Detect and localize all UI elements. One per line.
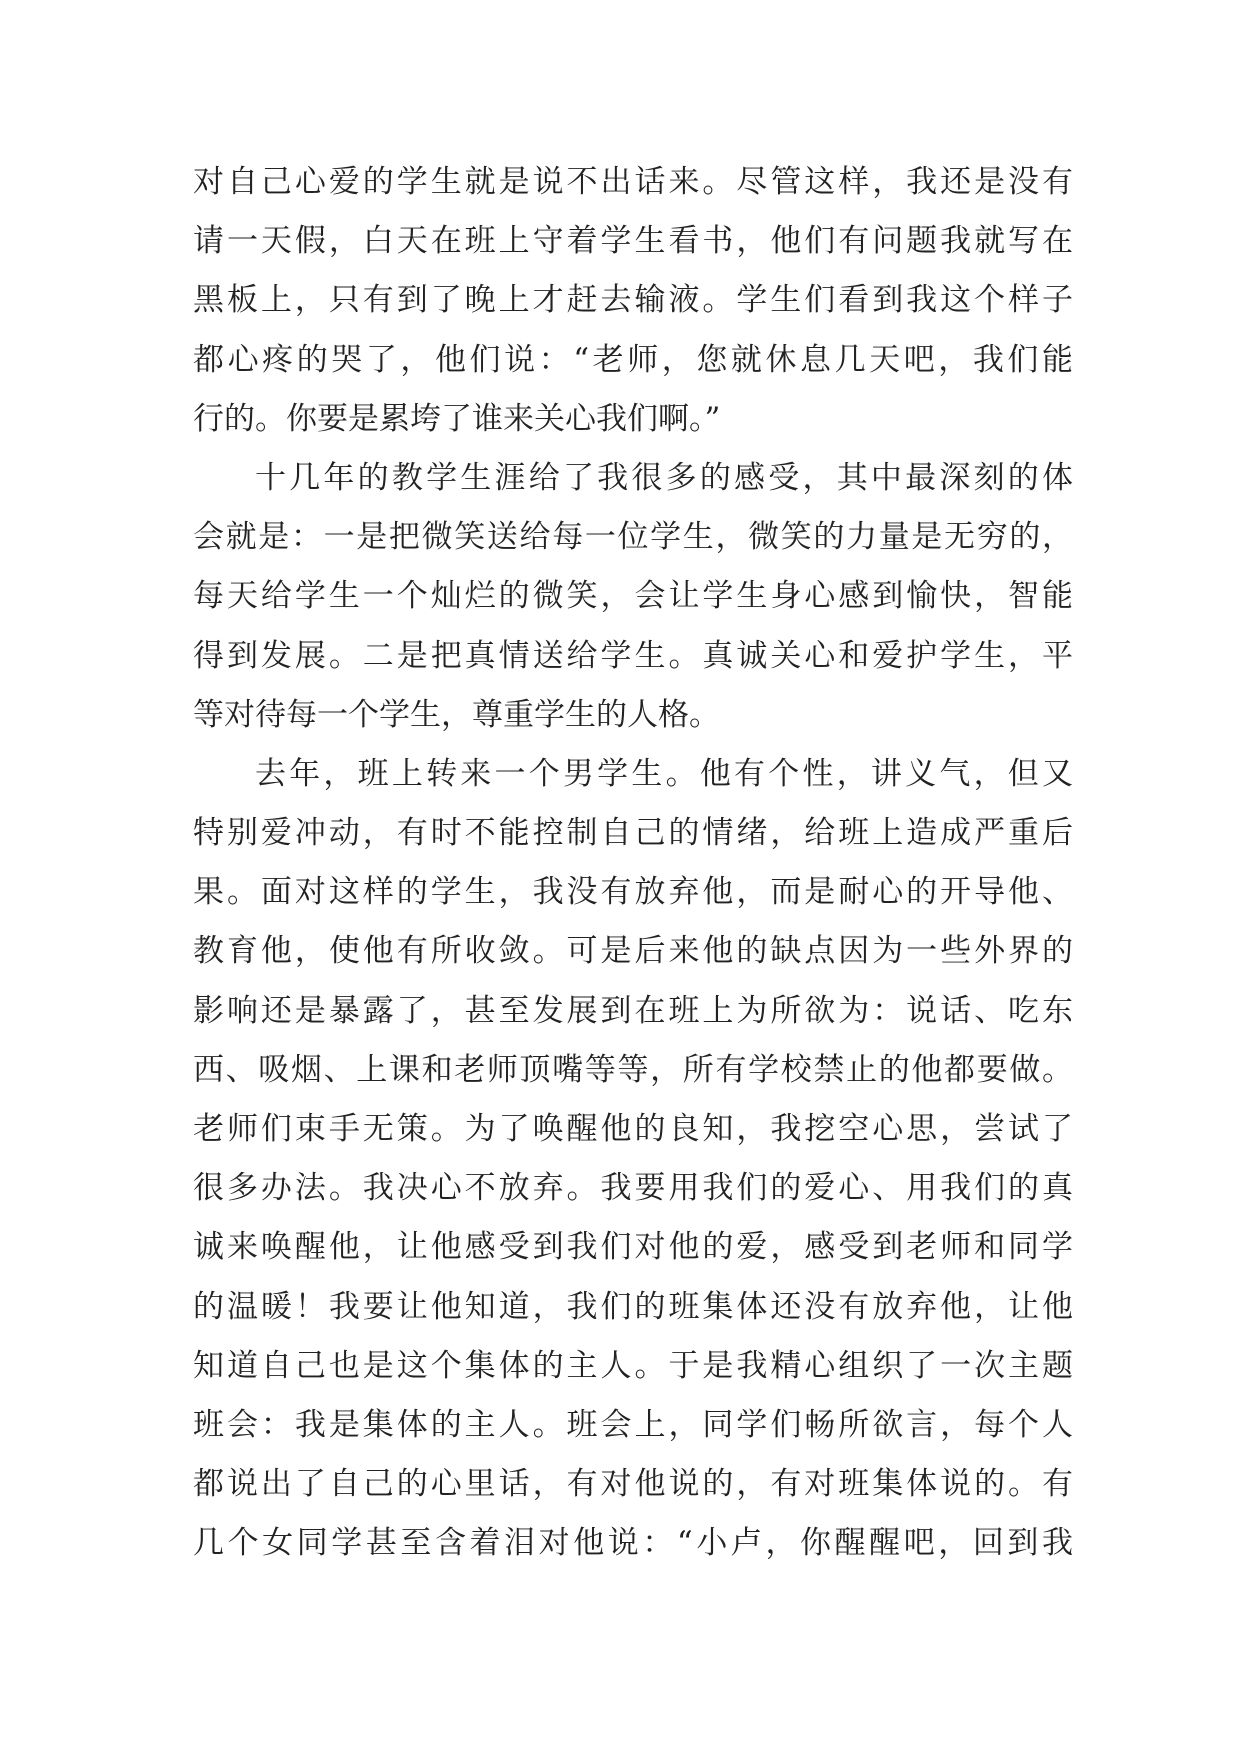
paragraph-first-line: 十几年的教学生涯给了我很多的感受，其中最深刻的体	[255, 459, 1073, 496]
body-text	[193, 153, 1073, 1574]
text-line: 几个女同学甚至含着泪对他说：“小卢，你醒醒吧，回到我	[193, 1525, 1073, 1562]
text-line: 西、吸烟、上课和老师顶嘴等等，所有学校禁止的他都要做。	[193, 1051, 1073, 1088]
text-line: 诚来唤醒他，让他感受到我们对他的爱，感受到老师和同学	[193, 1229, 1073, 1266]
text-line: 知道自己也是这个集体的主人。于是我精心组织了一次主题	[193, 1347, 1073, 1384]
text-line: 教育他，使他有所收敛。可是后来他的缺点因为一些外界的	[193, 933, 1073, 970]
text-line: 都说出了自己的心里话，有对他说的，有对班集体说的。有	[193, 1466, 1073, 1503]
text-line: 对自己心爱的学生就是说不出话来。尽管这样，我还是没有	[193, 164, 1073, 200]
paragraph-first-line: 去年，班上转来一个男学生。他有个性，讲义气，但又	[255, 755, 1073, 792]
text-line: 班会：我是集体的主人。班会上，同学们畅所欲言，每个人	[193, 1406, 1073, 1443]
text-line: 老师们束手无策。为了唤醒他的良知，我挖空心思，尝试了	[193, 1111, 1073, 1147]
text-line: 会就是：一是把微笑送给每一位学生，微笑的力量是无穷的，	[193, 519, 1073, 556]
text-line: 都心疼的哭了，他们说：“老师，您就休息几天吧，我们能	[193, 341, 1073, 378]
text-line: 黑板上，只有到了晚上才赶去输液。学生们看到我这个样子	[193, 282, 1073, 319]
text-line: 果。面对这样的学生，我没有放弃他，而是耐心的开导他、	[193, 874, 1073, 911]
text-line: 行的。你要是累垮了谁来关心我们啊。”	[193, 400, 721, 437]
text-line: 得到发展。二是把真情送给学生。真诚关心和爱护学生，平	[193, 637, 1073, 674]
text-line: 的温暖！我要让他知道，我们的班集体还没有放弃他，让他	[193, 1288, 1073, 1325]
text-line: 很多办法。我决心不放弃。我要用我们的爱心、用我们的真	[193, 1170, 1073, 1207]
text-line: 请一天假，白天在班上守着学生看书，他们有问题我就写在	[193, 223, 1073, 260]
text-line: 特别爱冲动，有时不能控制自己的情绪，给班上造成严重后	[193, 815, 1073, 852]
text-line: 等对待每一个学生，尊重学生的人格。	[193, 696, 720, 733]
text-line: 每天给学生一个灿烂的微笑，会让学生身心感到愉快，智能	[193, 578, 1073, 615]
text-line: 影响还是暴露了，甚至发展到在班上为所欲为：说话、吃东	[193, 992, 1073, 1029]
